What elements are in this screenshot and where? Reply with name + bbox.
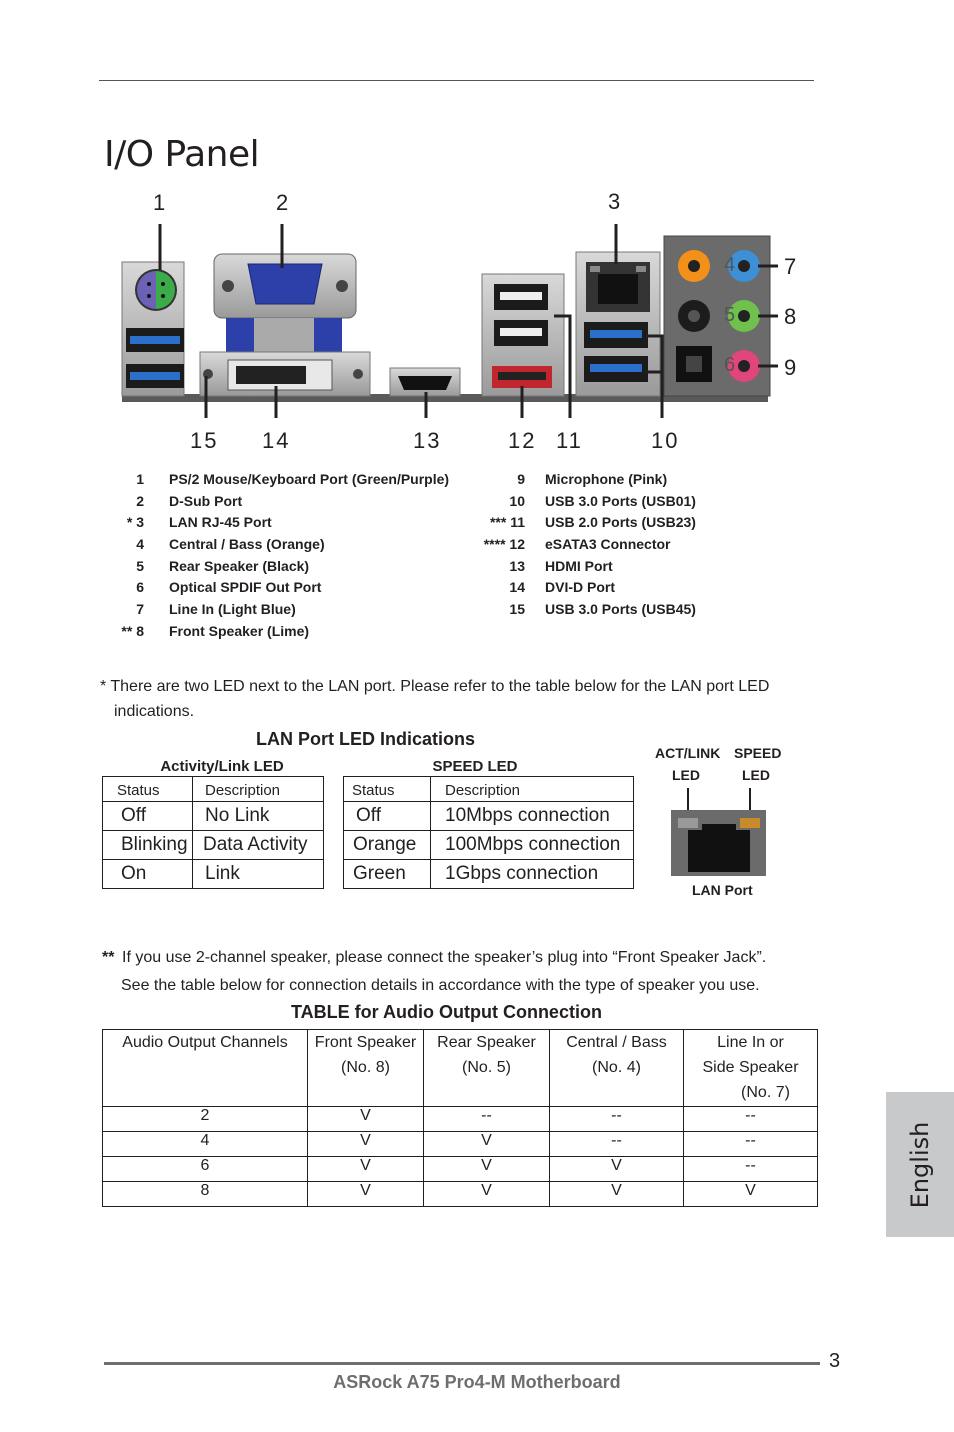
act-link-label: ACT/LINK	[655, 745, 721, 761]
lan-port-label: LAN Port	[692, 882, 753, 898]
lan-usb3-stack	[576, 252, 660, 396]
lan-led-title: LAN Port LED Indications	[256, 729, 476, 749]
legend-label: Optical SPDIF Out Port	[169, 579, 322, 595]
legend-num: 15	[509, 601, 525, 617]
table-cell: Off	[344, 802, 431, 831]
legend-label: eSATA3 Connector	[545, 536, 671, 552]
legend-label: DVI-D Port	[545, 579, 615, 595]
callout-3: 3	[608, 189, 621, 214]
table-cell: Link	[193, 860, 324, 889]
callout-4: 4	[724, 254, 736, 276]
io-panel-illustration	[118, 186, 818, 456]
table-cell: 100Mbps connection	[431, 831, 634, 860]
speed-led-table	[343, 776, 634, 889]
act-link-led-label: LED	[672, 767, 700, 783]
bottom-rule	[104, 1362, 820, 1365]
ps2-usb-stack	[122, 262, 184, 396]
legend-label: USB 3.0 Ports (USB45)	[545, 601, 696, 617]
legend-num: 5	[136, 558, 144, 574]
callout-14: 14	[262, 428, 291, 453]
usb2-esata-stack	[482, 274, 564, 396]
legend-label: Central / Bass (Orange)	[169, 536, 325, 552]
legend-num: 7	[136, 601, 144, 617]
legend-label: Rear Speaker (Black)	[169, 558, 310, 574]
legend-num: 6	[136, 579, 144, 595]
table-cell: Orange	[344, 831, 431, 860]
table-cell: No Link	[193, 802, 324, 831]
callout-1: 1	[153, 190, 166, 215]
table-header: Central / Bass (No. 4)	[550, 1030, 684, 1107]
activity-led-title: Activity/Link LED	[160, 758, 284, 775]
callout-13: 13	[413, 428, 442, 453]
callout-8: 8	[784, 304, 797, 329]
legend-label: Microphone (Pink)	[545, 471, 668, 487]
speaker-note-line1: If you use 2-channel speaker, please connect the speaker’s plug into “Front Speaker Jack”.	[122, 949, 767, 966]
audio-output-table	[102, 1029, 818, 1207]
legend-num: 1	[136, 471, 144, 487]
legend-num: 14	[509, 579, 525, 595]
legend-label: LAN RJ-45 Port	[169, 514, 272, 530]
table-cell: Green	[344, 860, 431, 889]
legend-num: 2	[136, 493, 144, 509]
legend-num: 9	[517, 471, 525, 487]
page-number: 3	[829, 1350, 841, 1372]
table-header: Rear Speaker (No. 5)	[424, 1030, 550, 1107]
legend-label: Front Speaker (Lime)	[169, 623, 310, 639]
speaker-note-marker: **	[102, 949, 115, 966]
legend-label: D-Sub Port	[169, 493, 243, 509]
table-header: Status	[103, 777, 193, 802]
table-header: Front Speaker (No. 8)	[308, 1030, 424, 1107]
audio-jack-block	[664, 236, 770, 396]
lan-port-icon	[668, 786, 768, 878]
table-cell: 1Gbps connection	[431, 860, 634, 889]
page-title: I/O Panel	[104, 134, 260, 175]
audio-table-title: TABLE for Audio Output Connection	[291, 1002, 602, 1022]
speed-led-label: LED	[742, 767, 770, 783]
legend-num: 10	[509, 493, 525, 509]
language-tab-label: English	[906, 1121, 934, 1208]
legend-label: PS/2 Mouse/Keyboard Port (Green/Purple)	[169, 471, 450, 487]
activity-led-table	[102, 776, 324, 889]
callout-6: 6	[724, 354, 736, 376]
language-tab	[886, 1092, 954, 1237]
table-row: 8 V V V V	[103, 1182, 818, 1207]
legend-num: 4	[136, 536, 144, 552]
table-row: 4 V V -- --	[103, 1132, 818, 1157]
vga-port	[214, 254, 356, 352]
hdmi-port	[390, 368, 460, 396]
callout-2: 2	[276, 190, 289, 215]
legend-num: **** 12	[483, 536, 525, 552]
legend-label: USB 3.0 Ports (USB01)	[545, 493, 696, 509]
callout-12: 12	[508, 428, 537, 453]
footer-title: ASRock A75 Pro4-M Motherboard	[333, 1372, 621, 1392]
table-cell: On	[103, 860, 193, 889]
table-row: 6 V V V --	[103, 1157, 818, 1182]
speaker-note-line2: See the table below for connection details in accordance with the type of speaker you use.	[121, 977, 760, 994]
legend-num: ** 8	[121, 623, 144, 639]
table-header: Description	[193, 777, 324, 802]
table-header: Status	[344, 777, 431, 802]
legend-label: Line In (Light Blue)	[169, 601, 296, 617]
legend-num: *** 11	[489, 514, 525, 530]
callout-5: 5	[724, 304, 736, 326]
table-cell: Blinking	[103, 831, 193, 860]
top-rule	[99, 80, 814, 81]
legend-label: USB 2.0 Ports (USB23)	[545, 514, 696, 530]
callout-9: 9	[784, 355, 797, 380]
table-cell: 10Mbps connection	[431, 802, 634, 831]
lan-note-line2: indications.	[114, 703, 195, 720]
table-row: 2 V -- -- --	[103, 1107, 818, 1132]
table-cell: Data Activity	[193, 831, 324, 860]
callout-15: 15	[190, 428, 219, 453]
callout-11: 11	[556, 428, 583, 453]
legend-num: * 3	[126, 514, 144, 530]
callout-10: 10	[651, 428, 680, 453]
table-header: Audio Output Channels	[103, 1030, 308, 1107]
legend-label: HDMI Port	[545, 558, 613, 574]
legend-num: 13	[509, 558, 525, 574]
table-header: Line In or Side Speaker (No. 7)	[684, 1030, 818, 1107]
dvi-port	[200, 352, 370, 396]
speed-led-title: SPEED LED	[432, 758, 518, 775]
callout-7: 7	[784, 254, 797, 279]
table-cell: Off	[103, 802, 193, 831]
table-header: Description	[431, 777, 634, 802]
lan-note-line1: * There are two LED next to the LAN port. Please refer to the table below for the LAN port LED	[100, 678, 770, 695]
speed-label: SPEED	[734, 745, 782, 761]
